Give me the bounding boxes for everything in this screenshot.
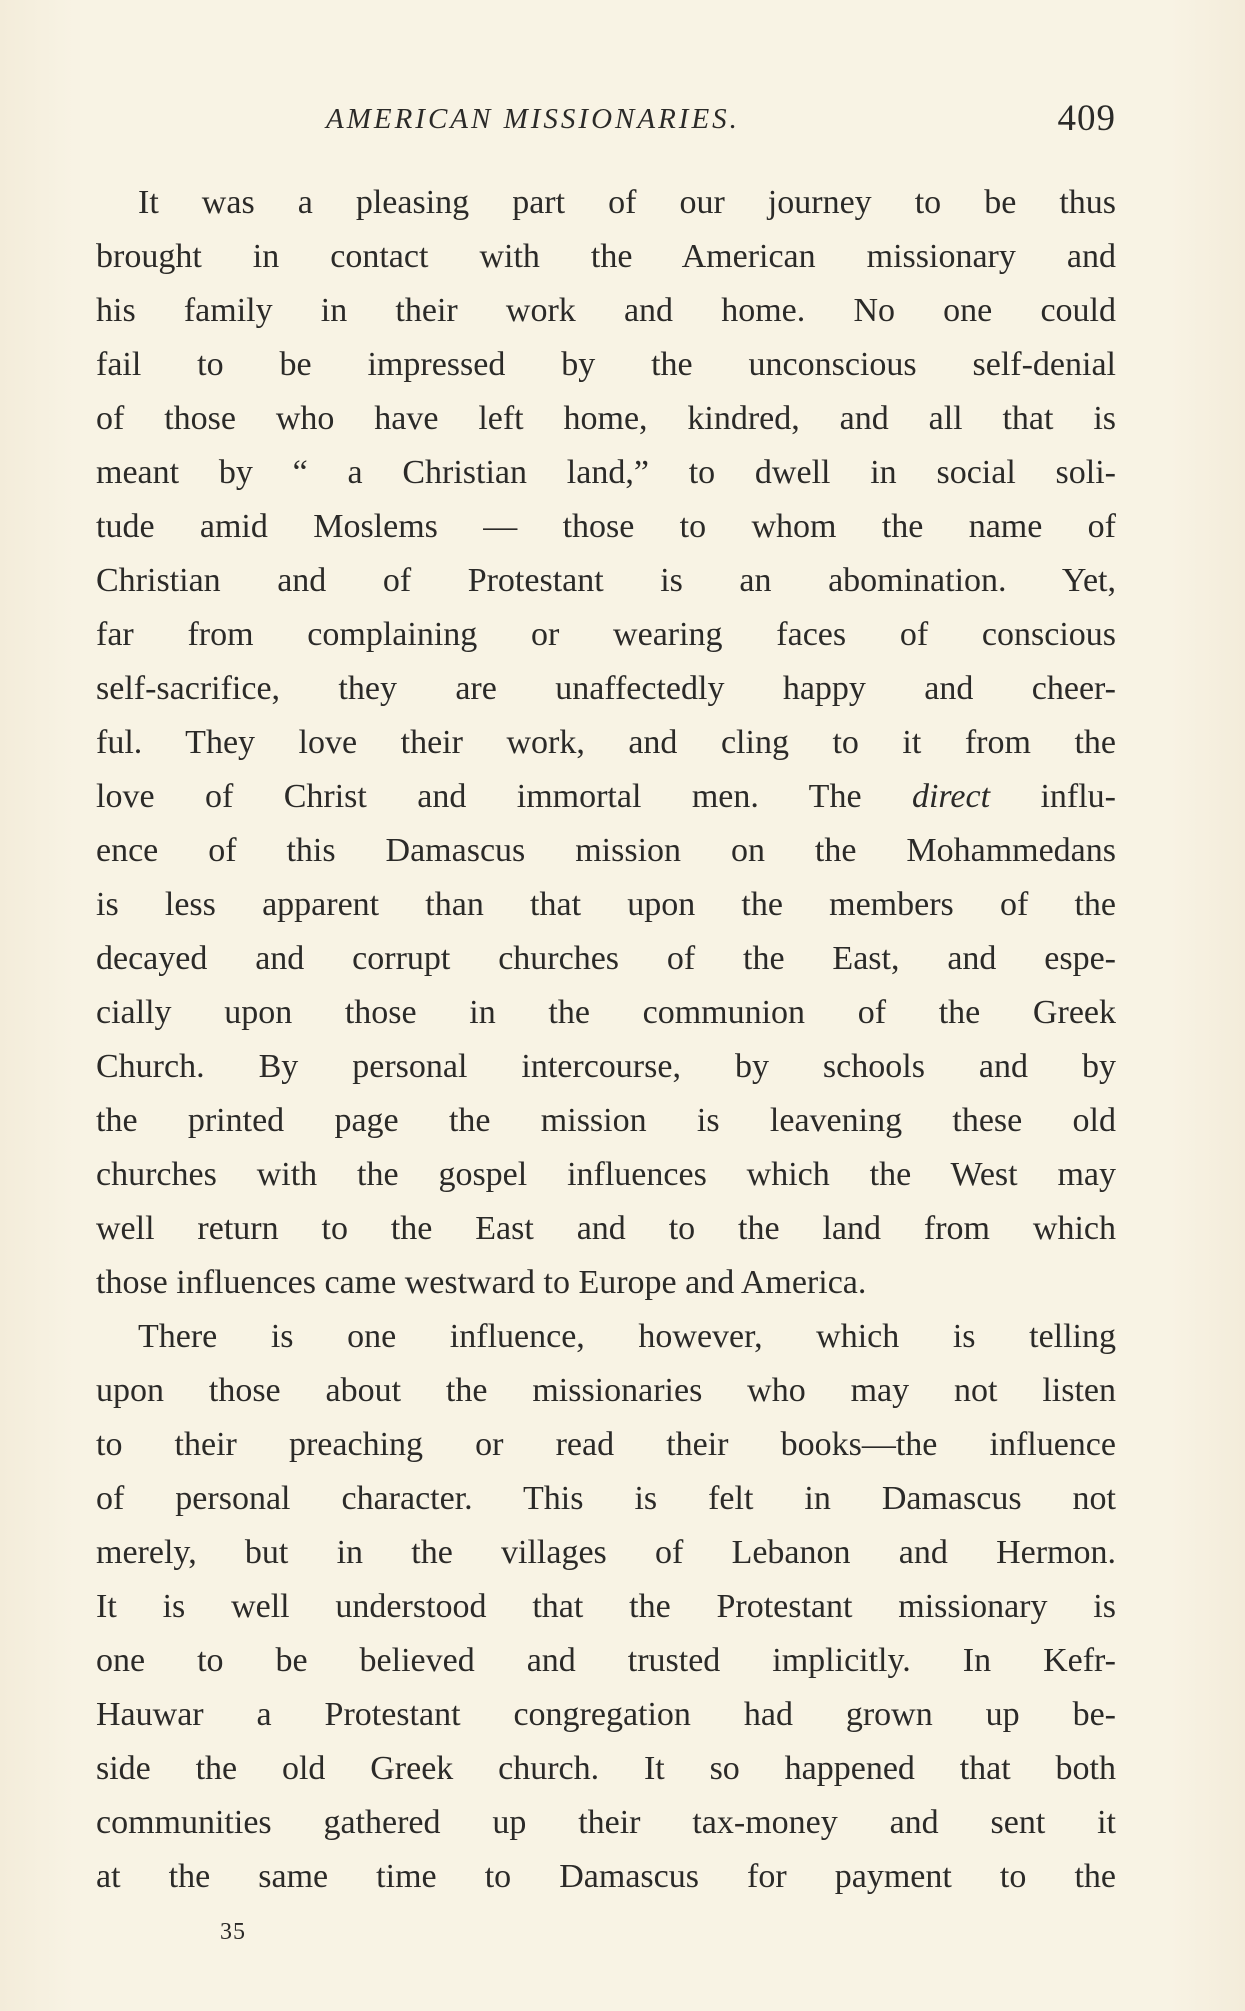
- text-line: communities gathered up their tax-money and sent it: [96, 1804, 1116, 1841]
- text-run: influ-: [990, 778, 1116, 815]
- text-line: decayed and corrupt churches of the East, and espe-: [96, 940, 1116, 977]
- text-line: his family in their work and home. No one could: [96, 292, 1116, 329]
- text-line: upon those about the missionaries who may not listen: [96, 1372, 1116, 1409]
- text-line: It is well understood that the Protestant missionary is: [96, 1588, 1116, 1625]
- running-title: AMERICAN MISSIONARIES.: [326, 103, 740, 135]
- text-line: meant by “ a Christian land,” to dwell in social soli-: [96, 454, 1116, 491]
- text-line: ful. They love their work, and cling to it from the: [96, 724, 1116, 761]
- page-number: 409: [1057, 98, 1116, 139]
- text-line: one to be believed and trusted implicitly. In Kefr-: [96, 1642, 1116, 1679]
- text-line: Hauwar a Protestant congregation had grown up be-: [96, 1696, 1116, 1733]
- text-run: love of Christ and immortal men. The: [96, 778, 912, 815]
- text-line: far from complaining or wearing faces of conscious: [96, 616, 1116, 653]
- text-line: side the old Greek church. It so happened that both: [96, 1750, 1116, 1787]
- emphasized-word: direct: [911, 778, 991, 815]
- text-line: to their preaching or read their books—the influence: [96, 1426, 1116, 1463]
- text-line: self-sacrifice, they are unaffectedly happy and cheer-: [96, 670, 1116, 707]
- text-line: fail to be impressed by the unconscious self-denial: [96, 346, 1116, 383]
- text-line: There is one influence, however, which is telling: [138, 1318, 1116, 1355]
- text-line: at the same time to Damascus for payment to the: [96, 1858, 1116, 1895]
- text-line: It was a pleasing part of our journey to be thus: [138, 184, 1116, 221]
- text-line: of personal character. This is felt in Damascus not: [96, 1480, 1116, 1517]
- text-line: well return to the East and to the land from which: [96, 1210, 1116, 1247]
- text-line: of those who have left home, kindred, and all that is: [96, 400, 1116, 437]
- text-line: those influences came westward to Europe and America.: [96, 1264, 867, 1301]
- text-line-with-emphasis: [96, 770, 1116, 824]
- text-line: merely, but in the villages of Lebanon and Hermon.: [96, 1534, 1116, 1571]
- signature-mark: 35: [220, 1919, 246, 1945]
- text-line: is less apparent than that upon the members of the: [96, 886, 1116, 923]
- text-line: Christian and of Protestant is an abomination. Yet,: [96, 562, 1116, 599]
- text-line: the printed page the mission is leavening these old: [96, 1102, 1116, 1139]
- text-line: brought in contact with the American missionary and: [96, 238, 1116, 275]
- text-line: ence of this Damascus mission on the Mohammedans: [96, 832, 1116, 869]
- text-line: churches with the gospel influences which the West may: [96, 1156, 1116, 1193]
- running-header: [96, 96, 1116, 142]
- body-text: [96, 176, 1116, 1904]
- text-line: cially upon those in the communion of the Greek: [96, 994, 1116, 1031]
- text-line: Church. By personal intercourse, by schools and by: [96, 1048, 1116, 1085]
- text-line: tude amid Moslems — those to whom the name of: [96, 508, 1116, 545]
